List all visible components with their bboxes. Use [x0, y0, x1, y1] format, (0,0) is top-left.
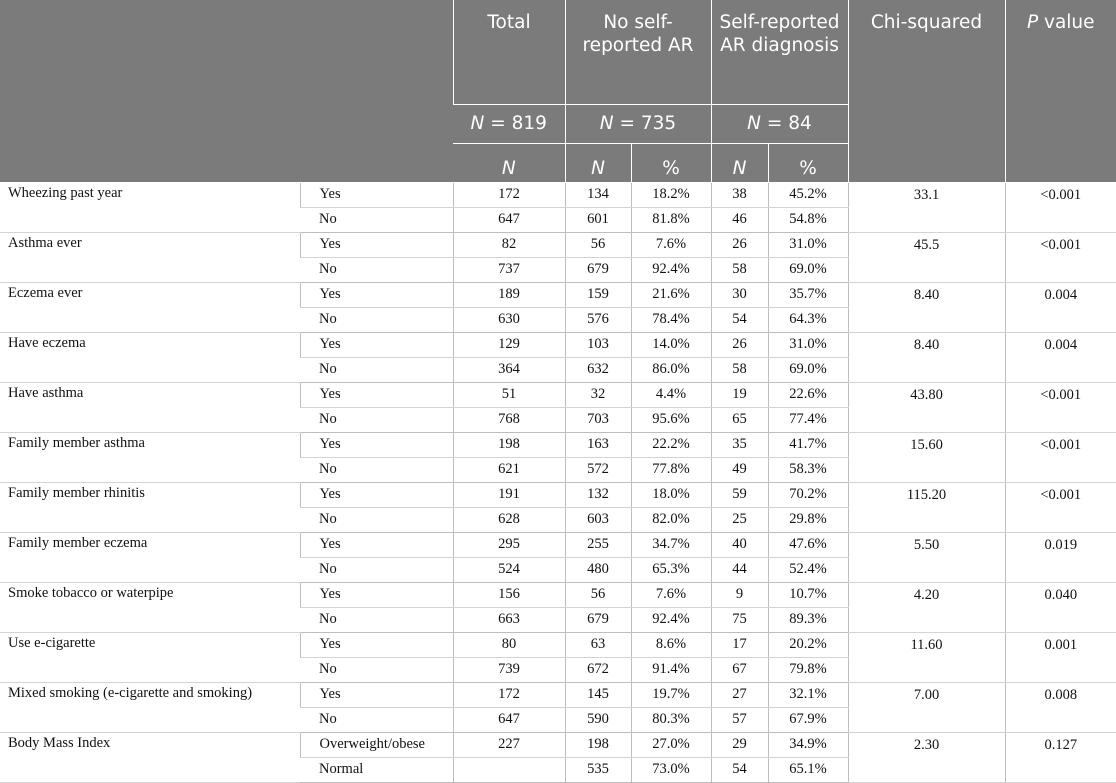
cell-n1: 703 [565, 407, 631, 432]
cell-p1: 18.0% [631, 482, 711, 507]
row-category: No [300, 457, 453, 482]
cell-p1: 86.0% [631, 357, 711, 382]
cell-n2: 65 [711, 407, 768, 432]
table-header [0, 0, 1116, 182]
cell-n2: 26 [711, 332, 768, 357]
cell-p2: 31.0% [768, 232, 848, 257]
cell-p2: 69.0% [768, 357, 848, 382]
cell-p2: 45.2% [768, 182, 848, 207]
cell-chi-squared: 43.80 [848, 382, 1005, 432]
cell-p2: 41.7% [768, 432, 848, 457]
cell-p1: 34.7% [631, 532, 711, 557]
row-category: Yes [300, 182, 453, 207]
row-label: Mixed smoking (e-cigarette and smoking) [0, 682, 300, 732]
cell-p2: 54.8% [768, 207, 848, 232]
cell-p-value: 0.127 [1005, 732, 1116, 782]
cell-n1: 63 [565, 632, 631, 657]
cell-n1: 198 [565, 732, 631, 757]
row-label: Eczema ever [0, 282, 300, 332]
header-p-letter: P [1026, 12, 1039, 33]
cell-n1: 679 [565, 257, 631, 282]
cell-n1: 672 [565, 657, 631, 682]
cell-n2: 58 [711, 357, 768, 382]
cell-total: 198 [453, 432, 565, 457]
cell-p1: 81.8% [631, 207, 711, 232]
cell-n2: 59 [711, 482, 768, 507]
cell-chi-squared: 2.30 [848, 732, 1005, 782]
cell-p2: 47.6% [768, 532, 848, 557]
row-category: Yes [300, 532, 453, 557]
cell-p-value: <0.001 [1005, 182, 1116, 232]
cell-p1: 80.3% [631, 707, 711, 732]
header-n-no-ar-letter: N [599, 113, 614, 134]
cell-n1: 145 [565, 682, 631, 707]
cell-n1: 576 [565, 307, 631, 332]
cell-p-value: <0.001 [1005, 232, 1116, 282]
row-label: Wheezing past year [0, 182, 300, 232]
table-row [0, 682, 1116, 707]
cell-total: 51 [453, 382, 565, 407]
row-category: Yes [300, 482, 453, 507]
cell-total: 630 [453, 307, 565, 332]
header-p-value [1005, 0, 1116, 182]
cell-n1: 159 [565, 282, 631, 307]
cell-p1: 77.8% [631, 457, 711, 482]
table-row [0, 282, 1116, 307]
row-category: No [300, 307, 453, 332]
cell-total: 189 [453, 282, 565, 307]
cell-n1: 132 [565, 482, 631, 507]
cell-n2: 67 [711, 657, 768, 682]
cell-n2: 54 [711, 307, 768, 332]
cell-n1: 56 [565, 582, 631, 607]
header-p-rest: value [1038, 12, 1095, 33]
cell-n2: 25 [711, 507, 768, 532]
cell-n2: 44 [711, 557, 768, 582]
cell-p2: 69.0% [768, 257, 848, 282]
row-category: No [300, 357, 453, 382]
cell-n1: 601 [565, 207, 631, 232]
cell-chi-squared: 115.20 [848, 482, 1005, 532]
cell-total: 647 [453, 207, 565, 232]
header-n-ar-letter: N [747, 113, 762, 134]
cell-p1: 78.4% [631, 307, 711, 332]
cell-p1: 65.3% [631, 557, 711, 582]
cell-chi-squared: 8.40 [848, 332, 1005, 382]
cell-p-value: 0.001 [1005, 632, 1116, 682]
cell-n2: 38 [711, 182, 768, 207]
cell-p1: 73.0% [631, 757, 711, 782]
row-category: Yes [300, 682, 453, 707]
header-ar: Self-reported AR diagnosis [711, 0, 848, 104]
cell-chi-squared: 11.60 [848, 632, 1005, 682]
cell-p2: 34.9% [768, 732, 848, 757]
cell-n2: 40 [711, 532, 768, 557]
cell-n2: 46 [711, 207, 768, 232]
cell-chi-squared: 4.20 [848, 582, 1005, 632]
cell-n1: 134 [565, 182, 631, 207]
cell-p2: 58.3% [768, 457, 848, 482]
cell-p-value: <0.001 [1005, 482, 1116, 532]
cell-p1: 19.7% [631, 682, 711, 707]
cell-p2: 64.3% [768, 307, 848, 332]
cell-p-value: <0.001 [1005, 382, 1116, 432]
cell-total: 172 [453, 182, 565, 207]
row-category: Yes [300, 232, 453, 257]
row-category: Overweight/obese [300, 732, 453, 757]
cell-p1: 92.4% [631, 607, 711, 632]
cell-p1: 14.0% [631, 332, 711, 357]
cell-n1: 480 [565, 557, 631, 582]
row-category: Yes [300, 282, 453, 307]
row-category: No [300, 707, 453, 732]
cell-p1: 92.4% [631, 257, 711, 282]
cell-n2: 27 [711, 682, 768, 707]
table-row [0, 332, 1116, 357]
cell-chi-squared: 8.40 [848, 282, 1005, 332]
row-category: Yes [300, 332, 453, 357]
row-label: Body Mass Index [0, 732, 300, 782]
cell-total: 647 [453, 707, 565, 732]
cell-total: 737 [453, 257, 565, 282]
row-label: Have eczema [0, 332, 300, 382]
cell-n1: 590 [565, 707, 631, 732]
cell-p1: 18.2% [631, 182, 711, 207]
header-col-n-no-ar: N [565, 143, 631, 182]
cell-p1: 4.4% [631, 382, 711, 407]
cell-p2: 77.4% [768, 407, 848, 432]
cell-p2: 65.1% [768, 757, 848, 782]
cell-p2: 32.1% [768, 682, 848, 707]
cell-n2: 35 [711, 432, 768, 457]
row-label: Smoke tobacco or waterpipe [0, 582, 300, 632]
header-total: Total [453, 0, 565, 104]
cell-total [453, 757, 565, 782]
cell-total: 739 [453, 657, 565, 682]
cell-n1: 679 [565, 607, 631, 632]
cell-p1: 95.6% [631, 407, 711, 432]
header-n-ar-value: = 84 [761, 113, 812, 134]
row-category: Yes [300, 432, 453, 457]
cell-total: 364 [453, 357, 565, 382]
cell-chi-squared: 7.00 [848, 682, 1005, 732]
table-row [0, 382, 1116, 407]
cell-p1: 7.6% [631, 582, 711, 607]
table-row [0, 632, 1116, 657]
cell-n1: 163 [565, 432, 631, 457]
cell-n2: 57 [711, 707, 768, 732]
table-row [0, 582, 1116, 607]
row-category: No [300, 657, 453, 682]
cell-n1: 103 [565, 332, 631, 357]
cell-p1: 22.2% [631, 432, 711, 457]
header-col-pct-no-ar: % [631, 143, 711, 182]
cell-chi-squared: 45.5 [848, 232, 1005, 282]
header-col-n-total: N [453, 143, 565, 182]
cell-total: 621 [453, 457, 565, 482]
cell-p2: 70.2% [768, 482, 848, 507]
cell-n1: 255 [565, 532, 631, 557]
header-n-total-letter: N [470, 113, 485, 134]
cell-n2: 30 [711, 282, 768, 307]
row-category: No [300, 507, 453, 532]
cell-p2: 29.8% [768, 507, 848, 532]
row-category: No [300, 407, 453, 432]
row-category: Yes [300, 582, 453, 607]
row-label: Family member asthma [0, 432, 300, 482]
row-label: Asthma ever [0, 232, 300, 282]
cell-total: 227 [453, 732, 565, 757]
cell-p2: 67.9% [768, 707, 848, 732]
cell-p1: 7.6% [631, 232, 711, 257]
cell-n1: 32 [565, 382, 631, 407]
cell-p-value: 0.004 [1005, 332, 1116, 382]
row-label: Use e-cigarette [0, 632, 300, 682]
row-category: Yes [300, 382, 453, 407]
cell-n2: 54 [711, 757, 768, 782]
cell-p2: 35.7% [768, 282, 848, 307]
cell-p-value: 0.040 [1005, 582, 1116, 632]
cell-n2: 9 [711, 582, 768, 607]
cell-p1: 21.6% [631, 282, 711, 307]
cell-total: 156 [453, 582, 565, 607]
cell-total: 172 [453, 682, 565, 707]
cell-total: 191 [453, 482, 565, 507]
cell-p1: 8.6% [631, 632, 711, 657]
table-row [0, 232, 1116, 257]
cell-p2: 20.2% [768, 632, 848, 657]
cell-p-value: 0.004 [1005, 282, 1116, 332]
header-n-total-value: = 819 [484, 113, 547, 134]
cell-n1: 572 [565, 457, 631, 482]
table-row [0, 732, 1116, 757]
header-col-n-ar: N [711, 143, 768, 182]
cell-total: 295 [453, 532, 565, 557]
table-row [0, 482, 1116, 507]
row-category: No [300, 557, 453, 582]
cell-p2: 31.0% [768, 332, 848, 357]
cell-n2: 26 [711, 232, 768, 257]
table-row [0, 432, 1116, 457]
cell-p-value: <0.001 [1005, 432, 1116, 482]
cell-chi-squared: 33.1 [848, 182, 1005, 232]
header-n-ar [711, 104, 848, 143]
cell-n1: 56 [565, 232, 631, 257]
header-no-ar: No self-reported AR [565, 0, 711, 104]
row-category: No [300, 607, 453, 632]
cell-chi-squared: 5.50 [848, 532, 1005, 582]
cell-total: 663 [453, 607, 565, 632]
cell-p2: 52.4% [768, 557, 848, 582]
row-label: Family member eczema [0, 532, 300, 582]
cell-p-value: 0.019 [1005, 532, 1116, 582]
header-n-no-ar [565, 104, 711, 143]
table-row [0, 182, 1116, 207]
cell-n2: 49 [711, 457, 768, 482]
cell-chi-squared: 15.60 [848, 432, 1005, 482]
header-col-pct-ar: % [768, 143, 848, 182]
cell-n1: 603 [565, 507, 631, 532]
cell-total: 129 [453, 332, 565, 357]
cell-p2: 79.8% [768, 657, 848, 682]
row-category: No [300, 257, 453, 282]
table-body [0, 182, 1116, 782]
row-label: Have asthma [0, 382, 300, 432]
header-n-total [453, 104, 565, 143]
cell-total: 80 [453, 632, 565, 657]
cell-n1: 535 [565, 757, 631, 782]
cell-p2: 22.6% [768, 382, 848, 407]
table-row [0, 532, 1116, 557]
header-chi-squared: Chi-squared [848, 0, 1005, 182]
cell-p1: 27.0% [631, 732, 711, 757]
cell-n2: 58 [711, 257, 768, 282]
cell-n2: 17 [711, 632, 768, 657]
cell-p2: 10.7% [768, 582, 848, 607]
cell-p-value: 0.008 [1005, 682, 1116, 732]
row-category: Normal [300, 757, 453, 782]
cell-p1: 91.4% [631, 657, 711, 682]
row-label: Family member rhinitis [0, 482, 300, 532]
header-n-no-ar-value: = 735 [613, 113, 677, 134]
row-category: No [300, 207, 453, 232]
cell-p1: 82.0% [631, 507, 711, 532]
cell-p2: 89.3% [768, 607, 848, 632]
cell-n2: 29 [711, 732, 768, 757]
cell-n2: 19 [711, 382, 768, 407]
row-category: Yes [300, 632, 453, 657]
cell-total: 82 [453, 232, 565, 257]
cell-n1: 632 [565, 357, 631, 382]
cell-n2: 75 [711, 607, 768, 632]
header-blank [0, 0, 453, 182]
cell-total: 524 [453, 557, 565, 582]
cell-total: 768 [453, 407, 565, 432]
cell-total: 628 [453, 507, 565, 532]
